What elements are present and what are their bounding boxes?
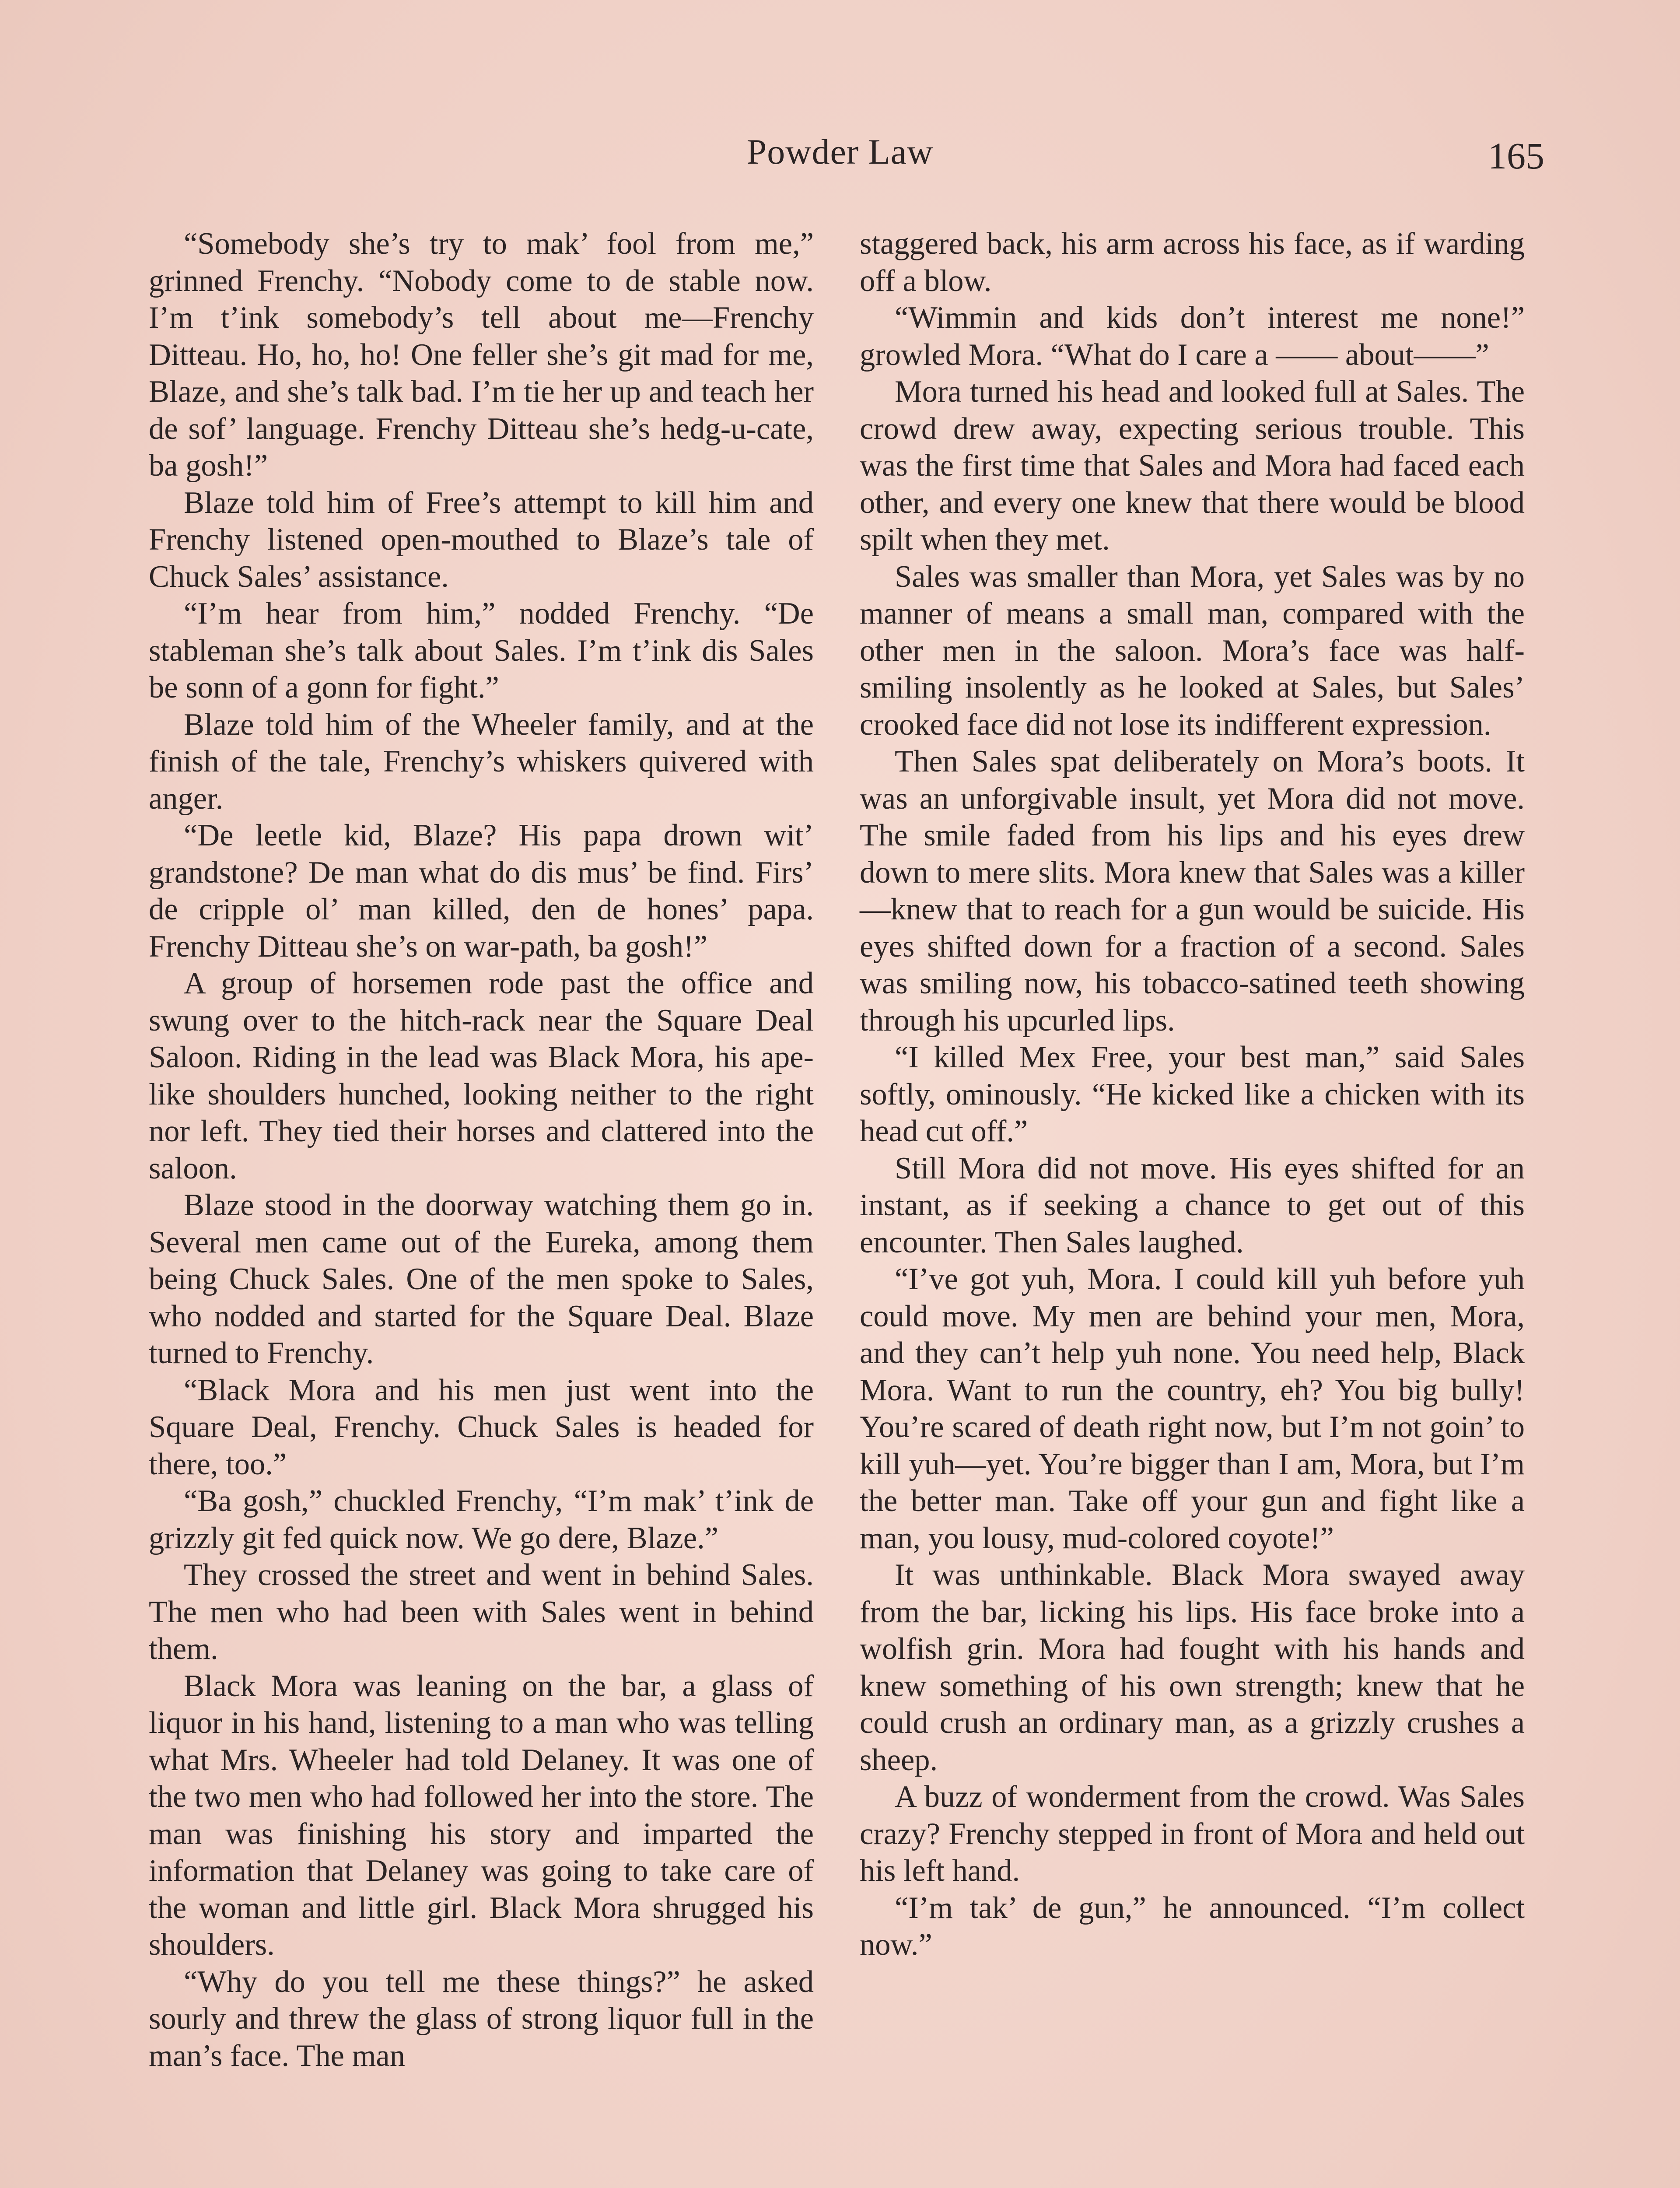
paragraph: Blaze told him of the Wheeler family, and at the finish of the tale, Frenchy’s whiskers quivered with anger.: [149, 707, 814, 816]
paragraph: Mora turned his head and looked full at Sales. The crowd drew away, expecting serious trouble. This was the first time that Sales and Mora had faced each other, and every one knew that there would be blood spilt when they met.: [860, 375, 1525, 557]
paragraph: Black Mora was leaning on the bar, a glass of liquor in his hand, listening to a man who was telling what Mrs. Wheeler had told Delaney. It was one of the two men who had followed her into the store. The man was finishing his story and imparted the information that Delaney was going to take care of the woman and little girl. Black Mora shrugged his shoulders.: [149, 1669, 814, 1962]
paragraph: Blaze told him of Free’s attempt to kill him and Frenchy listened open-mouthed to Blaze’s tale of Chuck Sales’ assistance.: [149, 485, 814, 594]
paragraph: A group of horsemen rode past the office and swung over to the hitch-rack near the Square Deal Saloon. Riding in the lead was Black Mora, his ape-like shoulders hunched, looking neither to the right nor left. They tied their horses and clattered into the saloon.: [149, 966, 814, 1185]
continued-paragraph: staggered back, his arm across his face, as if warding off a blow.: [860, 227, 1525, 298]
paragraph: “Why do you tell me these things?” he asked sourly and threw the glass of strong liquor full in the man’s face. The man: [149, 1964, 814, 2073]
paragraph: Then Sales spat deliberately on Mora’s boots. It was an unforgivable insult, yet Mora did not move. The smile faded from his lips and his eyes drew down to mere slits. Mora knew that Sales was a killer—knew that to reach for a gun would be suicide. His eyes shifted down for a fraction of a second. Sales was smiling now, his tobacco-satined teeth showing through his upcurled lips.: [860, 744, 1525, 1038]
right-column: [860, 225, 1525, 1964]
paragraph: A buzz of wonderment from the crowd. Was Sales crazy? Frenchy stepped in front of Mora and held out his left hand.: [860, 1780, 1525, 1888]
paragraph: “I killed Mex Free, your best man,” said Sales softly, ominously. “He kicked like a chicken with its head cut off.”: [860, 1040, 1525, 1148]
page-number: 165: [1488, 135, 1544, 177]
paragraph: “I’m tak’ de gun,” he announced. “I’m collect now.”: [860, 1890, 1525, 1962]
paragraph: Blaze stood in the doorway watching them go in. Several men came out of the Eureka, among them being Chuck Sales. One of the men spoke to Sales, who nodded and started for the Square Deal. Blaze turned to Frenchy.: [149, 1188, 814, 1370]
paragraph: They crossed the street and went in behind Sales. The men who had been with Sales went in behind them.: [149, 1558, 814, 1666]
paragraph: “I’ve got yuh, Mora. I could kill yuh before yuh could move. My men are behind your men, Mora, and they can’t help yuh none. You need help, Black Mora. Want to run the country, eh? You big bully! You’re scared of death right now, but I’m not goin’ to kill yuh—yet. You’re bigger than I am, Mora, but I’m the better man. Take off your gun and fight like a man, you lousy, mud-colored coyote!”: [860, 1262, 1525, 1555]
page-header: [0, 131, 1680, 184]
paragraph: “I’m hear from him,” nodded Frenchy. “De stableman she’s talk about Sales. I’m t’ink dis Sales be sonn of a gonn for fight.”: [149, 596, 814, 705]
paragraph: Still Mora did not move. His eyes shifted for an instant, as if seeking a chance to get out of this encounter. Then Sales laughed.: [860, 1151, 1525, 1259]
paragraph: “Somebody she’s try to mak’ fool from me,” grinned Frenchy. “Nobody come to de stable now. I’m t’ink somebody’s tell about me—Frenchy Ditteau. Ho, ho, ho! One feller she’s git mad for me, Blaze, and she’s talk bad. I’m tie her up and teach her de sof’ language. Frenchy Ditteau she’s hedg-u-cate, ba gosh!”: [149, 227, 814, 483]
paragraph: “Ba gosh,” chuckled Frenchy, “I’m mak’ t’ink de grizzly git fed quick now. We go dere, Blaze.”: [149, 1484, 814, 1555]
paragraph: “De leetle kid, Blaze? His papa drown wit’ grandstone? De man what do dis mus’ be find. Firs’ de cripple ol’ man killed, den de hones’ papa. Frenchy Ditteau she’s on war-path, ba gosh!”: [149, 818, 814, 964]
paragraph: “Wimmin and kids don’t interest me none!” growled Mora. “What do I care a —— about——”: [860, 301, 1525, 372]
paragraph: It was unthinkable. Black Mora swayed away from the bar, licking his lips. His face broke into a wolfish grin. Mora had fought with his hands and knew something of his own strength; knew that he could crush an ordinary man, as a grizzly crushes a sheep.: [860, 1558, 1525, 1777]
paragraph: “Black Mora and his men just went into the Square Deal, Frenchy. Chuck Sales is headed for there, too.”: [149, 1373, 814, 1481]
paragraph: Sales was smaller than Mora, yet Sales was by no manner of means a small man, compared with the other men in the saloon. Mora’s face was half-smiling insolently as he looked at Sales, but Sales’ crooked face did not lose its indifferent expression.: [860, 559, 1525, 742]
left-column: [149, 225, 814, 2074]
running-title: Powder Law: [746, 132, 934, 172]
